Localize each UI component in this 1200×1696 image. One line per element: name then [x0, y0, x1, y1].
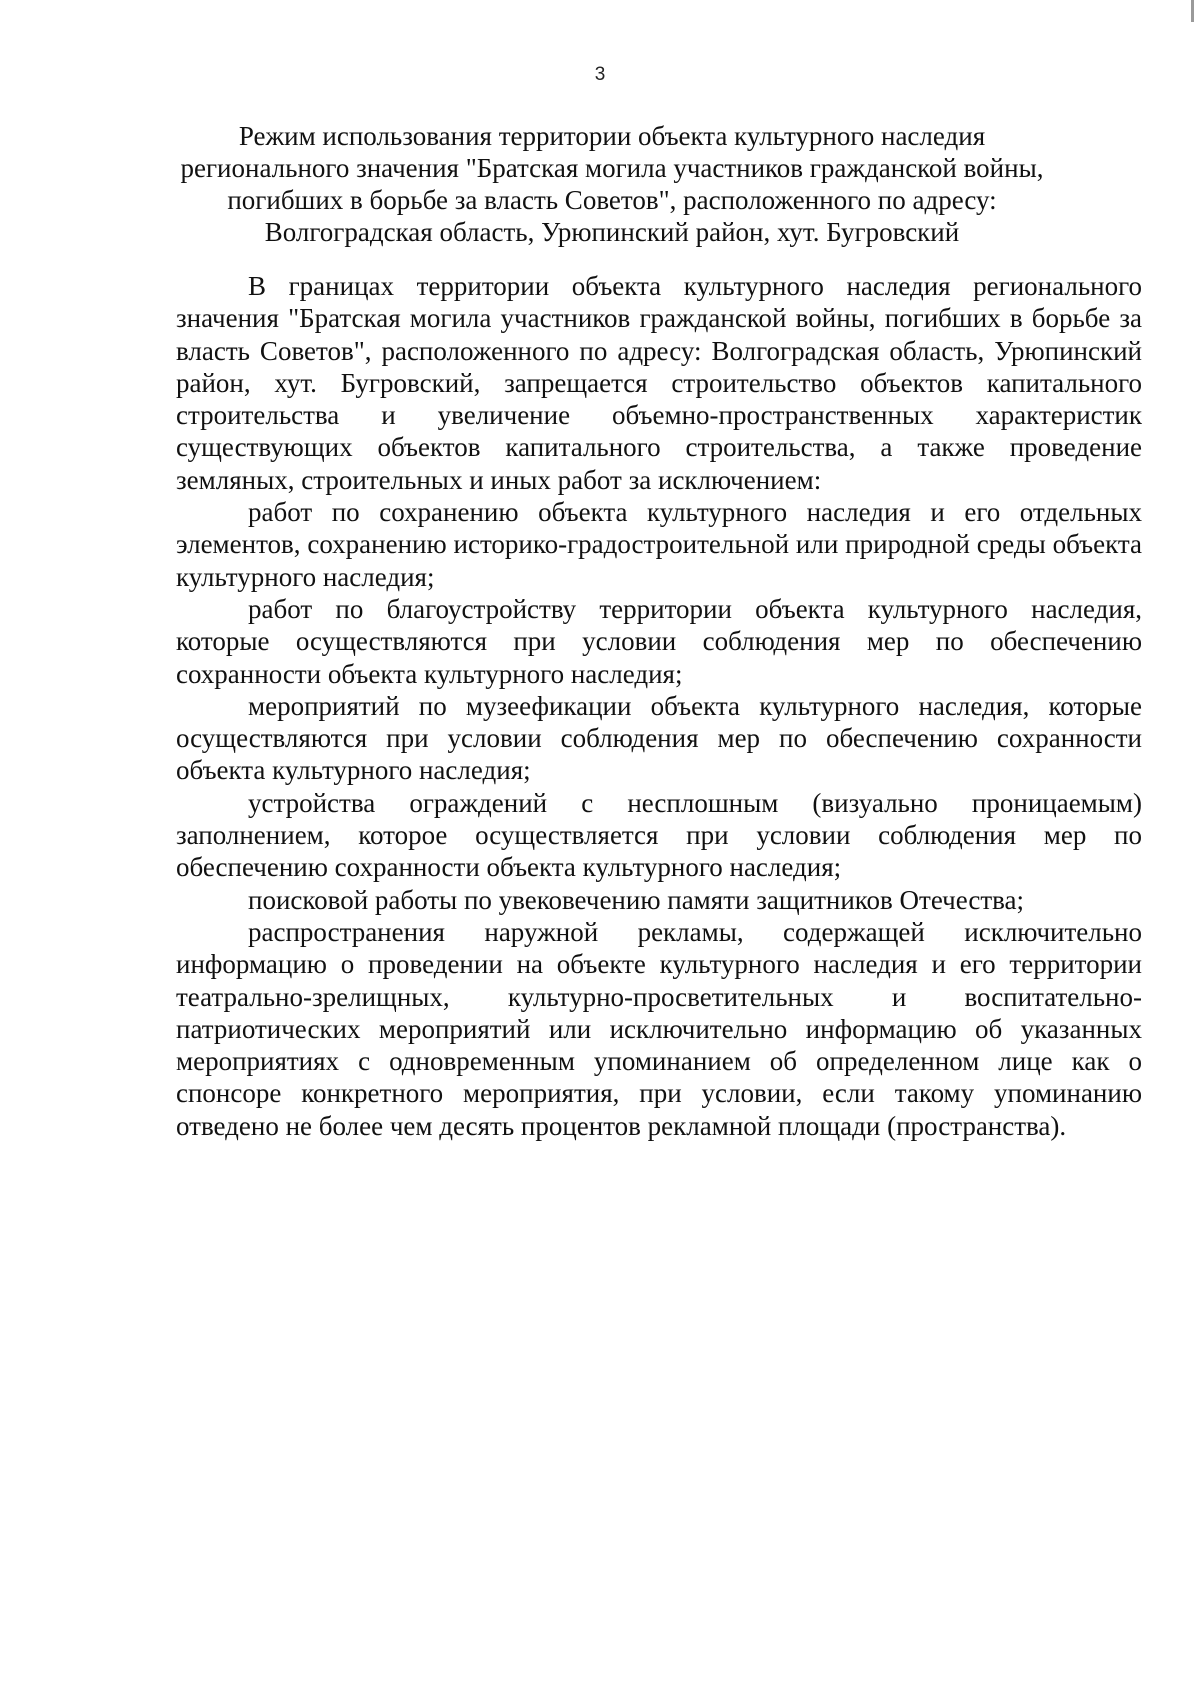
scan-edge-mark	[1191, 0, 1194, 22]
title-line-1: Режим использования территории объекта культурного наследия	[238, 121, 986, 151]
document-title	[120, 120, 1104, 248]
title-line-3: погибших в борьбе за власть Советов", расположенного по адресу:	[227, 185, 997, 215]
title-line-4: Волгоградская область, Урюпинский район, хут. Бугровский	[264, 217, 960, 247]
paragraph-intro: В границах территории объекта культурного наследия регионального значения "Братская могила участников гражданской войны, погибших в борьбе за власть Советов", расположенного по адресу: Волгоградская область, Урюпинский район, хут. Бугровский, запрещается строительство объектов капитального строительства и увеличение объемно-пространственных характеристик существующих объектов капитального строительства, а также проведение земляных, строительных и иных работ за исключением:	[176, 271, 1142, 495]
paragraph-search-works: поисковой работы по увековечению памяти защитников Отечества;	[248, 884, 1025, 915]
paragraph-outdoor-advertising: распространения наружной рекламы, содержащей исключительно информацию о проведении на объекте культурного наследия и его территории театрально-зрелищных, культурно-просветительных и воспитательно-патриотических мероприятий или исключительно информацию об указанных мероприятиях с одновременным упоминанием об определенном лице как о спонсоре конкретного мероприятия, при условии, если такому упоминанию отведено не более чем десять процентов рекламной площади (пространства).	[176, 916, 1142, 1141]
paragraph-landscaping-works: работ по благоустройству территории объекта культурного наследия, которые осуществляются при условии соблюдения мер по обеспечению сохранности объекта культурного наследия;	[176, 593, 1142, 689]
paragraph-preservation-works: работ по сохранению объекта культурного наследия и его отдельных элементов, сохранению историко-градостроительной или природной среды объекта культурного наследия;	[176, 497, 1142, 592]
page-number: 3	[594, 64, 606, 85]
document-body	[176, 270, 1142, 1142]
title-line-2: регионального значения "Братская могила участников гражданской войны,	[180, 153, 1044, 183]
paragraph-museumification: мероприятий по музеефикации объекта культурного наследия, которые осуществляются при условии соблюдения мер по обеспечению сохранности объекта культурного наследия;	[176, 690, 1142, 786]
paragraph-fencing: устройства ограждений с несплошным (визуально проницаемым) заполнением, которое осуществляется при условии соблюдения мер по обеспечению сохранности объекта культурного наследия;	[176, 787, 1142, 883]
